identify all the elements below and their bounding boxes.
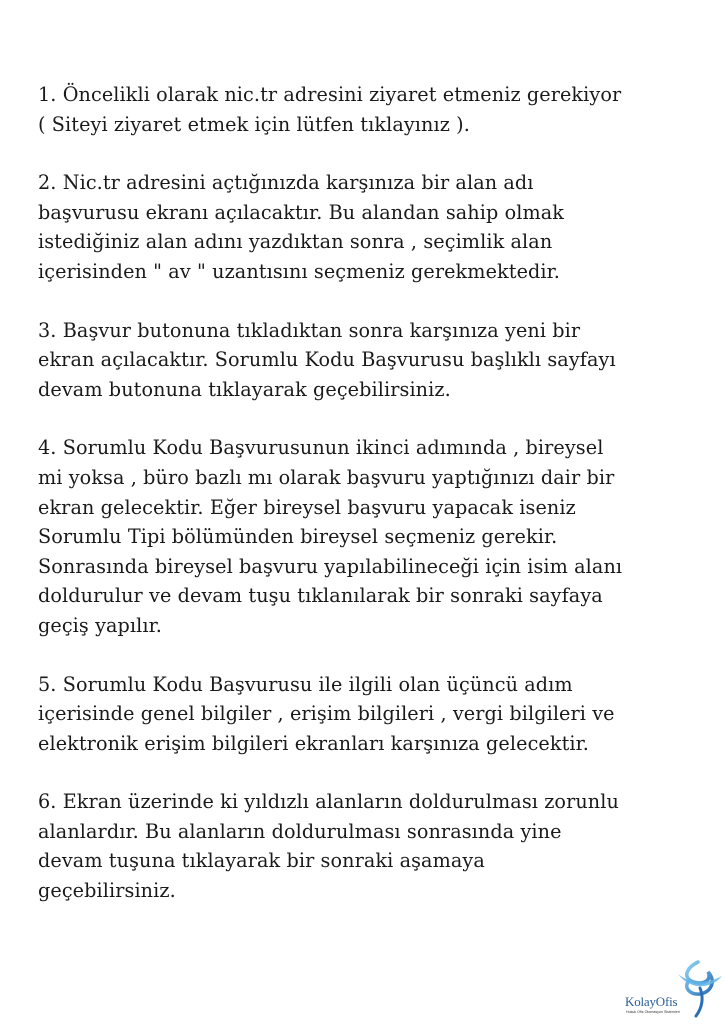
visit-site-link-line[interactable]: ( Siteyi ziyaret etmek için lütfen tıklayınız ). [38,112,470,136]
paragraph-step-6 [38,787,728,905]
paragraph-line: elektronik erişim bilgileri ekranları karşınıza gelecektir. [38,731,590,755]
paragraph-line: geçebilirsiniz. [38,879,176,903]
paragraph-line: içerisinde genel bilgiler , erişim bilgileri , vergi bilgileri ve [38,702,615,726]
paragraph-line: devam butonuna tıklayarak geçebilirsiniz. [38,377,451,401]
paragraph-step-5 [38,670,728,759]
paragraph-line: ekran açılacaktır. Sorumlu Kodu Başvurusu başlıklı sayfayı [38,348,616,372]
paragraph-line: ekran gelecektir. Eğer bireysel başvuru yapacak iseniz [38,495,576,519]
paragraph-line: doldurulur ve devam tuşu tıklanılarak bir sonraki sayfaya [38,584,603,608]
paragraph-step-3 [38,316,728,405]
paragraph-line: geçiş yapılır. [38,613,162,637]
paragraph-line: alanlardır. Bu alanların doldurulması sonrasında yine [38,819,562,843]
logo-tagline: Hukuk Ofis Otomasyon Sistemleri [626,1010,680,1014]
kolayofis-logo [612,958,728,1018]
paragraph-line: Sorumlu Tipi bölümünden bireysel seçmeniz gerekir. [38,525,558,549]
paragraph-step-2 [38,168,728,286]
paragraph-step-1 [38,80,728,139]
paragraph-line: başvurusu ekranı açılacaktır. Bu alandan sahip olmak [38,200,565,224]
paragraph-line: içerisinden " av " uzantısını seçmeniz gerekmektedir. [38,259,561,283]
paragraph-line: 2. Nic.tr adresini açtığınızda karşınıza bir alan adı [38,171,534,195]
paragraph-line: 1. Öncelikli olarak nic.tr adresini ziyaret etmeniz gerekiyor [38,83,622,106]
paragraph-line: mi yoksa , büro bazlı mı olarak başvuru yaptığınızı dair bir [38,465,615,489]
paragraph-line: Sonrasında bireysel başvuru yapılabilineceği için isim alanı [38,554,623,578]
paragraph-line: 3. Başvur butonuna tıkladıktan sonra karşınıza yeni bir [38,318,581,342]
logo-name: KolayOfis [625,994,678,1009]
paragraph-line: 5. Sorumlu Kodu Başvurusu ile ilgili olan üçüncü adım [38,672,573,696]
document-page [38,80,728,935]
paragraph-line: 6. Ekran üzerinde ki yıldızlı alanların doldurulması zorunlu [38,790,619,814]
paragraph-line: devam tuşuna tıklayarak bir sonraki aşamaya [38,849,485,873]
paragraph-step-4 [38,433,728,640]
paragraph-line: 4. Sorumlu Kodu Başvurusunun ikinci adımında , bireysel [38,436,604,460]
paragraph-line: istediğiniz alan adını yazdıktan sonra , seçimlik alan [38,230,553,254]
